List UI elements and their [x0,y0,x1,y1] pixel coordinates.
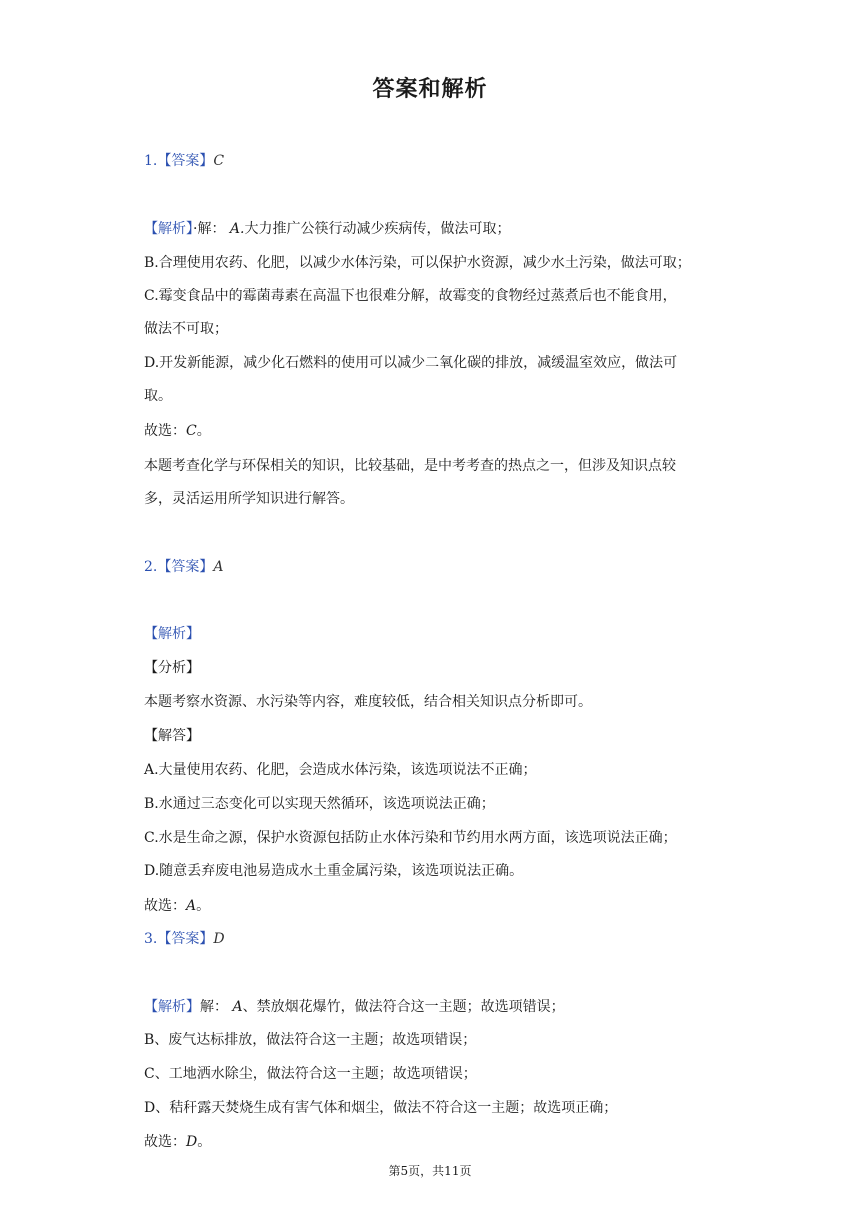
q2-option-b: B.水通过三态变化可以实现天然循环，该选项说法正确； [144,796,495,812]
q1-option-a-text: 大力推广公筷行动减少疾病传，做法可取； [244,221,511,237]
q2-choose-line [144,896,724,916]
q2-number: 2. [144,559,158,575]
q3-number: 3. [144,931,158,947]
q1-choose-prefix: 故选： [144,423,186,439]
q3-answer-value: D [213,931,225,947]
q3-option-d: D、秸秆露天焚烧生成有害气体和烟尘，做法不符合这一主题；故选项正确； [144,1100,618,1116]
q1-jiexi-tag: 【解析】 [144,221,193,237]
q3-option-b: B、废气达标排放，做法符合这一主题；故选项错误； [144,1032,477,1048]
q1-option-c-line2: 做法不可取； [144,321,228,337]
q2-option-a: A.大量使用农药、化肥，会造成水体污染，该选项说法不正确； [144,762,537,778]
q1-option-d-line1: D.开发新能源，减少化石燃料的使用可以减少二氧化碳的排放，减缓温室效应，做法可 [144,355,678,371]
q2-fenxi-text: 本题考察水资源、水污染等内容，难度较低，结合相关知识点分析即可。 [144,694,592,710]
q2-answer-tag: 【答案】 [157,559,214,575]
q2-choose-suffix: 。 [196,898,211,914]
page-footer: 第5页，共11页 [388,1164,472,1178]
q3-choose-prefix: 故选： [144,1134,186,1150]
q1-number: 1. [144,153,158,169]
q2-answer-value: A [213,559,224,575]
q3-answer-line [144,929,724,949]
q2-choose-prefix: 故选： [144,898,186,914]
q3-option-c: C、工地洒水除尘，做法符合这一主题；故选项错误； [144,1066,477,1082]
q2-answer-line [144,557,724,577]
q1-answer-value: C [213,153,225,169]
q3-option-a-label: A [232,999,243,1015]
q1-choose-line [144,421,724,441]
q2-option-d: D.随意丢弃废电池易造成水土重金属污染，该选项说法正确。 [144,863,524,879]
q3-answer-tag: 【答案】 [157,931,214,947]
q1-summary-line2: 多，灵活运用所学知识进行解答。 [144,491,354,507]
q1-option-b: B.合理使用农药、化肥，以减少水体污染，可以保护水资源，减少水土污染，做法可取； [144,255,691,271]
page-title: 答案和解析 [372,77,488,102]
q3-choose-suffix: 。 [197,1134,212,1150]
q2-choose-answer: A [186,898,197,914]
q1-answer-tag: 【答案】 [157,153,214,169]
q2-jiexi-tag: 【解析】 [144,626,200,642]
q1-jiexi-prefix: ·解： [193,221,226,237]
q2-fenxi-tag: 【分析】 [144,660,200,676]
q3-jiexi-tag: 【解析】 [144,999,200,1015]
q3-choose-answer: D [186,1134,198,1150]
q3-option-a-text: 、禁放烟花爆竹，做法符合这一主题；故选项错误； [242,999,565,1015]
q3-jie: 解： [200,999,228,1015]
q1-jiexi-line [144,219,724,239]
q1-option-a-label: A. [229,221,245,237]
q1-answer-line [144,151,724,171]
q2-option-c: C.水是生命之源，保护水资源包括防止水体污染和节约用水两方面，该选项说法正确； [144,830,677,846]
q1-choose-suffix: 。 [196,423,211,439]
q1-option-d-line2: 取。 [144,388,172,404]
q1-option-c-line1: C.霉变食品中的霉菌毒素在高温下也很难分解，故霉变的食物经过蒸煮后也不能食用， [144,288,677,304]
q2-jieda-tag: 【解答】 [144,728,200,744]
q1-choose-answer: C [186,423,197,439]
q3-choose-line [144,1132,724,1152]
q1-summary-line1: 本题考查化学与环保相关的知识，比较基础，是中考考查的热点之一，但涉及知识点较 [144,458,676,474]
q3-jiexi-line [144,997,724,1017]
